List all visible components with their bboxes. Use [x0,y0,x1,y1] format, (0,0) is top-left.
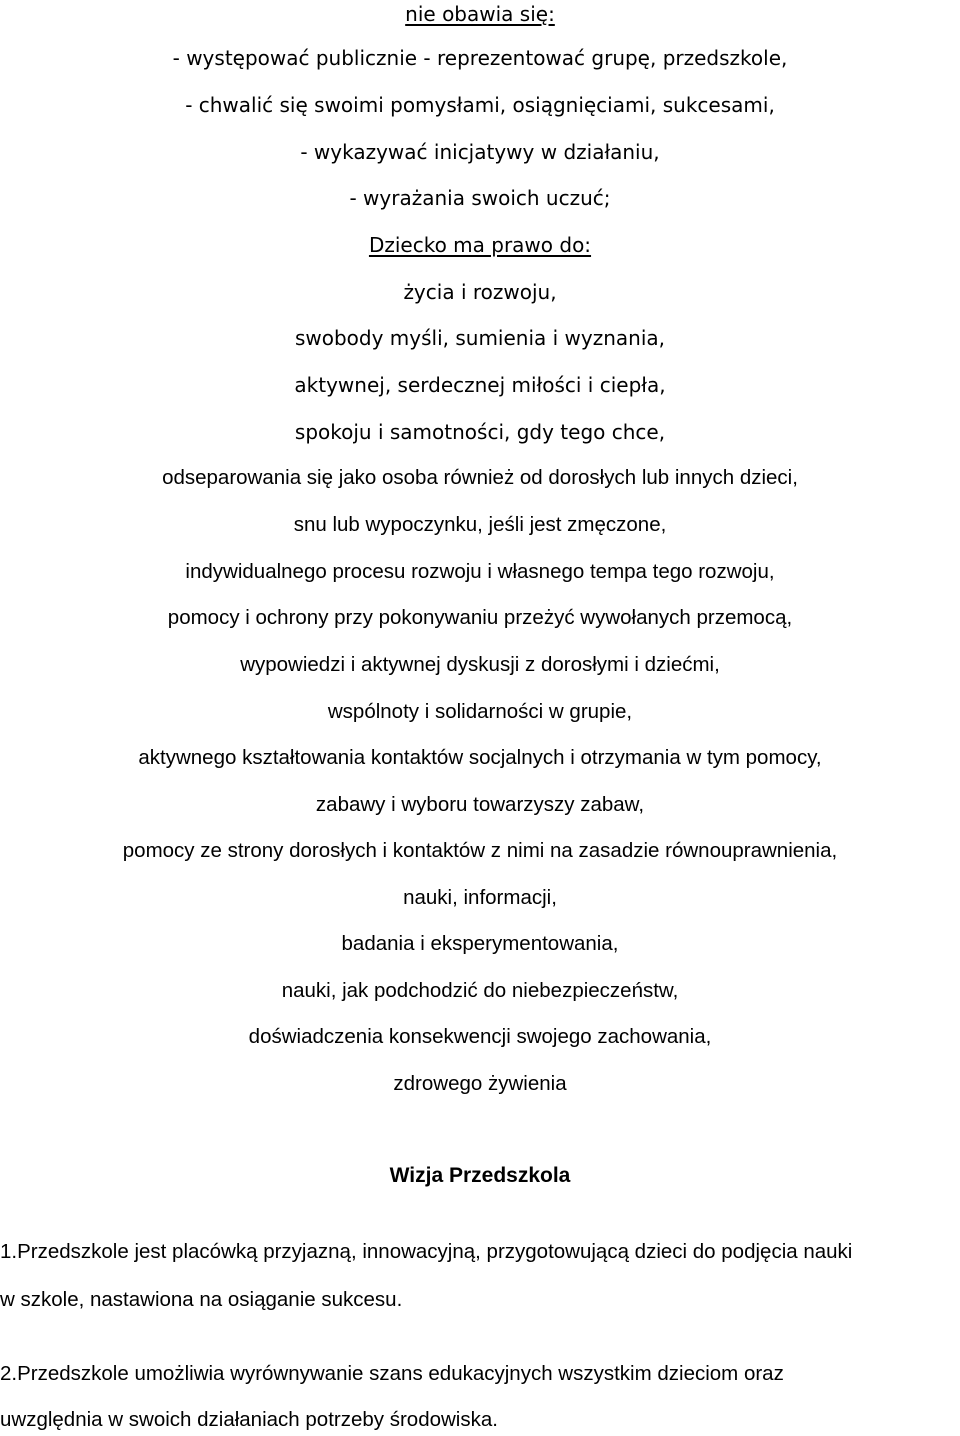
vision-point-line: 1.Przedszkole jest placówką przyjazną, innowacyjną, przygotowującą dzieci do podjęcia nauki [0,1240,853,1263]
rights-item: spokoju i samotności, gdy tego chce, [294,420,666,444]
rights-item: nauki, jak podchodzić do niebezpieczeństw, [281,979,679,1002]
rights-item: aktywnego kształtowania kontaktów socjalnych i otrzymania w tym pomocy, [138,746,822,769]
vision-point-line: w szkole, nastawiona na osiąganie sukcesu. [0,1288,403,1311]
rights-item: wypowiedzi i aktywnej dyskusji z dorosłymi i dziećmi, [240,653,720,676]
fears-item: - wykazywać inicjatywy w działaniu, [300,140,660,164]
fears-header: nie obawia się: [405,2,555,26]
rights-item: badania i eksperymentowania, [341,932,619,955]
rights-item: doświadczenia konsekwencji swojego zachowania, [248,1025,712,1048]
rights-item: snu lub wypoczynku, jeśli jest zmęczone, [293,513,667,536]
rights-item: indywidualnego procesu rozwoju i własnego tempa tego rozwoju, [185,560,775,583]
fears-item: - chwalić się swoimi pomysłami, osiągnięciami, sukcesami, [185,93,775,117]
rights-item: nauki, informacji, [403,886,557,909]
vision-title: Wizja Przedszkola [389,1164,571,1187]
rights-item: zabawy i wyboru towarzyszy zabaw, [315,793,645,816]
fears-item: - wyrażania swoich uczuć; [349,186,611,210]
rights-item: pomocy i ochrony przy pokonywaniu przeżyć wywołanych przemocą, [167,606,793,629]
rights-item: pomocy ze strony dorosłych i kontaktów z nimi na zasadzie równouprawnienia, [122,839,838,862]
vision-point-line: uwzględnia w swoich działaniach potrzeby środowiska. [0,1408,498,1431]
rights-item: zdrowego żywienia [393,1072,567,1095]
rights-item: aktywnej, serdecznej miłości i ciepła, [294,373,666,397]
rights-item: życia i rozwoju, [403,280,557,304]
fears-item: - występować publicznie - reprezentować grupę, przedszkole, [172,46,788,70]
rights-header: Dziecko ma prawo do: [368,233,592,257]
rights-item: odseparowania się jako osoba również od dorosłych lub innych dzieci, [162,466,798,489]
rights-item: swobody myśli, sumienia i wyznania, [294,326,666,350]
rights-item: wspólnoty i solidarności w grupie, [327,700,633,723]
vision-point-line: 2.Przedszkole umożliwia wyrównywanie szans edukacyjnych wszystkim dzieciom oraz [0,1362,784,1385]
